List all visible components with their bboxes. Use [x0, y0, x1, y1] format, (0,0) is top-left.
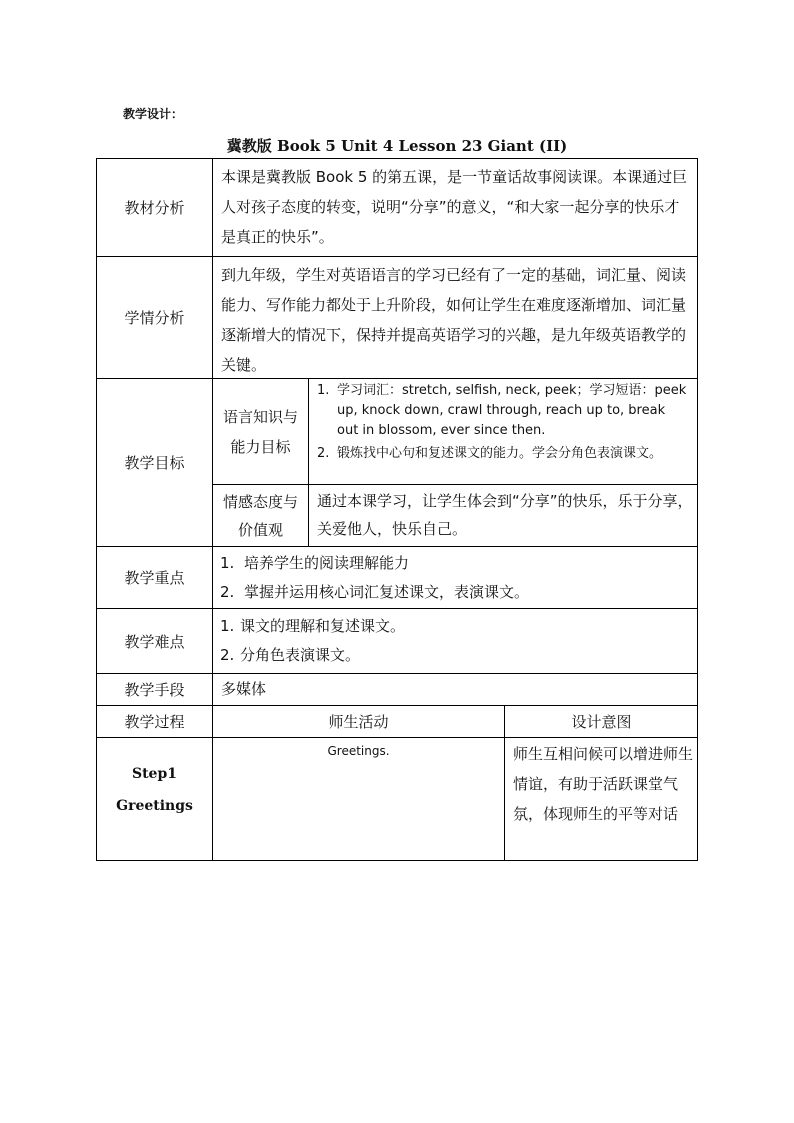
students-label: 学情分析: [96, 256, 212, 378]
process-label: 教学过程: [96, 705, 212, 737]
attitude-goal-label: 情感态度与价值观: [212, 484, 308, 546]
activity-header: 师生活动: [212, 705, 504, 737]
difficulty-item-1: 1. 课文的理解和复述课文。: [220, 617, 406, 635]
step-name: Greetings: [116, 798, 193, 814]
lesson-title: 冀教版 Book 5 Unit 4 Lesson 23 Giant (II): [226, 137, 568, 155]
means-label: 教学手段: [96, 673, 212, 705]
attitude-goal-text: 通过本课学习，让学生体会到“分享”的快乐，乐于分享，关爱他人，快乐自己。: [308, 484, 698, 546]
step1-intent: 师生互相问候可以增进师生情谊，有助于活跃课堂气氛，体现师生的平等对话: [504, 737, 698, 861]
difficulties-label: 教学难点: [96, 608, 212, 673]
document-heading: 教学设计：: [123, 107, 184, 121]
step1-activity: Greetings.: [212, 737, 504, 861]
knowledge-goal-label: 语言知识与能力目标: [212, 378, 308, 484]
difficulty-item-2: 2. 分角色表演课文。: [220, 646, 361, 664]
step-number: Step1: [131, 766, 177, 782]
goals-label: 教学目标: [96, 378, 212, 546]
means-value: 多媒体: [212, 673, 698, 705]
step1-label: [96, 737, 212, 861]
knowledge-goal-content: [308, 378, 698, 484]
key-points-content: [212, 546, 698, 608]
difficulties-content: [212, 608, 698, 673]
knowledge-item-1: 1. 学习词汇：stretch, selfish, neck, peek；学习短语：peek up, knock down, crawl through, reach up to, break out in blossom, ever since then.: [317, 383, 687, 438]
key-points-label: 教学重点: [96, 546, 212, 608]
material-label: 教材分析: [96, 158, 212, 256]
key-point-item-2: 2. 掌握并运用核心词汇复述课文，表演课文。: [220, 583, 530, 601]
students-text: 到九年级，学生对英语语言的学习已经有了一定的基础，词汇量、阅读能力、写作能力都处于上升阶段，如何让学生在难度逐渐增加、词汇量逐渐增大的情况下，保持并提高英语学习的兴趣，是九年级英语教学的关键。: [212, 256, 698, 378]
material-text: 本课是冀教版 Book 5 的第五课，是一节童话故事阅读课。本课通过巨人对孩子态度的转变，说明“分享”的意义，“和大家一起分享的快乐才是真正的快乐”。: [212, 158, 698, 256]
intent-header: 设计意图: [504, 705, 698, 737]
key-point-item-1: 1. 培养学生的阅读理解能力: [220, 554, 410, 572]
knowledge-item-2: 2. 锻炼找中心句和复述课文的能力。学会分角色表演课文。: [317, 446, 663, 461]
